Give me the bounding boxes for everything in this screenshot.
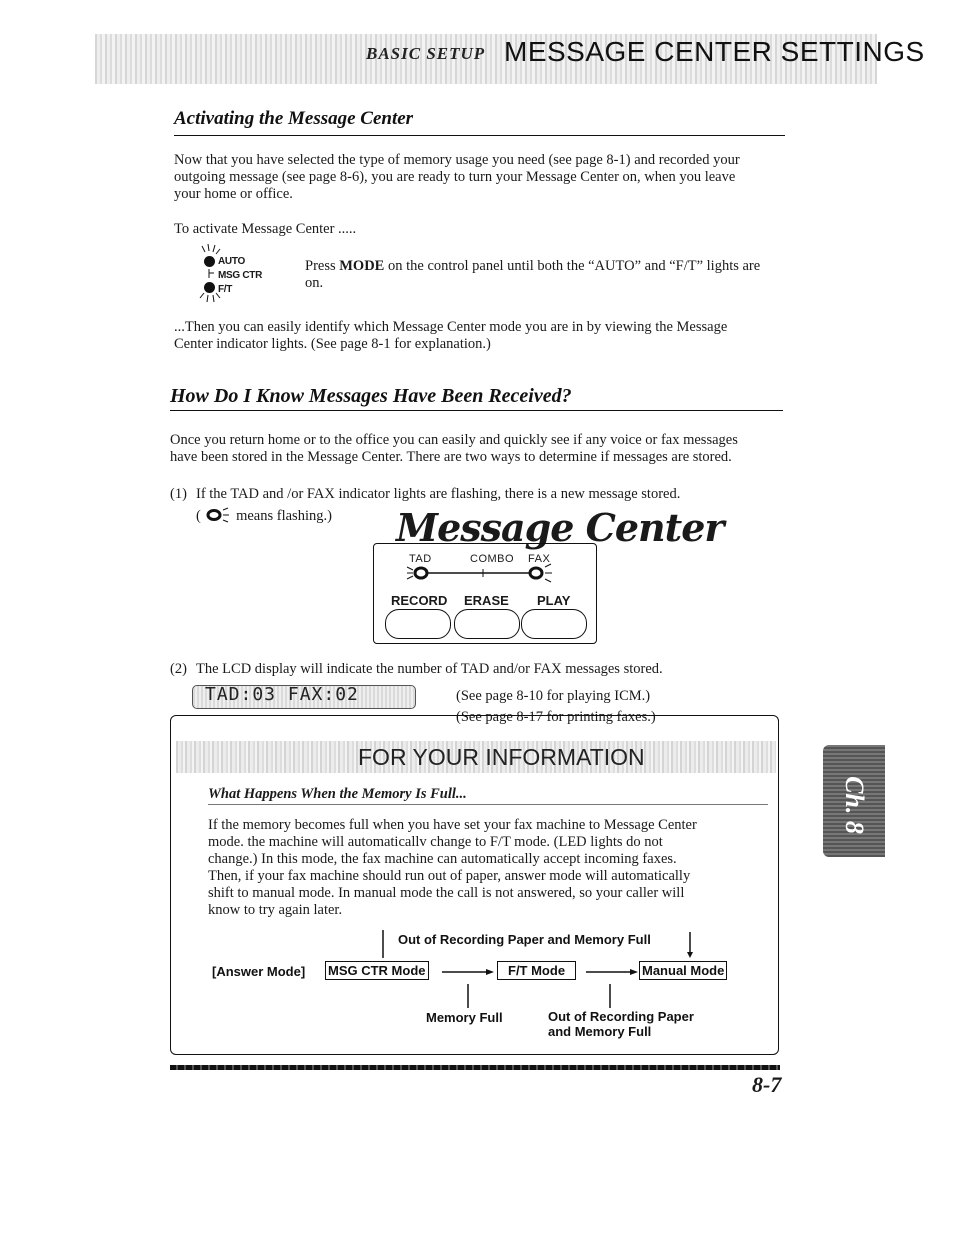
answer-mode-label: [Answer Mode] (212, 964, 306, 979)
message-center-panel-title: Message Center (396, 505, 724, 550)
auto-led-icon (204, 256, 215, 267)
text-line: ...Then you can easily identify which Message Center mode you are in by viewing the Message (174, 319, 728, 335)
text-line: If the memory becomes full when you have set your fax machine to Message Center (208, 817, 697, 833)
text-line: outgoing message (see page 8-6), you are ready to turn your Message Center on, when you leave (174, 169, 736, 185)
paper-memory-full-label (548, 1009, 694, 1039)
manual-mode-box: Manual Mode (639, 961, 727, 980)
msg-ctr-led-label: MSG CTR (218, 270, 263, 281)
text-line: and Memory Full (548, 1024, 652, 1039)
lcd-display-text: TAD:03 FAX:02 (205, 684, 359, 705)
erase-label: ERASE (464, 593, 509, 608)
text-line: (See page 8-17 for printing faxes.) (456, 709, 656, 725)
record-label: RECORD (391, 593, 448, 608)
record-button (385, 609, 451, 639)
flow-top-label: Out of Recording Paper and Memory Full (398, 932, 651, 947)
play-button (521, 609, 587, 639)
tad-label: TAD (409, 553, 432, 565)
erase-button (454, 609, 520, 639)
fax-label: FAX (528, 553, 551, 565)
press-prefix: Press (305, 258, 340, 274)
flashing-legend (196, 507, 332, 525)
text-line: your home or office. (174, 186, 293, 202)
section-rule (174, 135, 785, 136)
to-activate-text: To activate Message Center ..... (174, 221, 357, 237)
mode-key-label: MODE (339, 258, 385, 274)
text-line: Once you return home or to the office you can easily and quickly see if any voice or fax messages (170, 432, 738, 448)
text-line: on. (305, 275, 324, 291)
footer-rule (170, 1065, 780, 1070)
then-identify-text (174, 319, 794, 353)
section2-intro (170, 432, 790, 466)
text-line (305, 258, 793, 275)
press-suffix: on the control panel until both the “AUTO” and “F/T” lights are (384, 258, 761, 274)
text-line: Center indicator lights. (See page 8-1 for explanation.) (174, 336, 491, 352)
text-line: (See page 8-10 for playing ICM.) (456, 688, 651, 704)
open-paren: ( (196, 508, 201, 524)
led-connector-line (405, 563, 565, 583)
text-line: mode. the machine will automaticallv change to F/T mode. (LED lights do not (208, 834, 663, 850)
item-1-number: (1) (170, 486, 187, 502)
item-2-text: The LCD display will indicate the number of TAD and/or FAX messages stored. (196, 661, 663, 677)
text-line: Now that you have selected the type of memory usage you need (see page 8-1) and recorded your (174, 152, 740, 168)
text-line: know to try again later. (208, 902, 343, 918)
info-subheading-rule (208, 804, 768, 805)
combo-label: COMBO (470, 553, 515, 565)
text-line: shift to manual mode. In manual mode the call is not answered, so your caller will (208, 885, 685, 901)
memory-full-label: Memory Full (426, 1010, 503, 1025)
ft-mode-box: F/T Mode (497, 961, 576, 980)
play-label: PLAY (537, 593, 571, 608)
text-line: Then, if your fax machine should run out of paper, answer mode will automatically (208, 868, 691, 884)
ft-led-icon (204, 282, 215, 293)
page-number: 8-7 (752, 1072, 782, 1097)
flashing-led-icon (204, 507, 232, 523)
section1-intro (174, 152, 794, 203)
auto-led-label: AUTO (218, 256, 245, 267)
msg-ctr-mode-box: MSG CTR Mode (325, 961, 429, 980)
press-mode-instruction (305, 258, 793, 292)
header-section-label: BASIC SETUP (366, 44, 486, 63)
section-rule (170, 410, 783, 411)
section-heading-how-know: How Do I Know Messages Have Been Received? (170, 385, 572, 407)
item-1-text: If the TAD and /or FAX indicator lights are flashing, there is a new message stored. (196, 486, 681, 502)
text-line: have been stored in the Message Center. There are two ways to determine if messages are stored. (170, 449, 732, 465)
mode-led-indicators (196, 242, 286, 304)
chapter-tab-label: Ch. 8 (840, 776, 869, 834)
info-subheading: What Happens When the Memory Is Full... (208, 786, 467, 802)
info-body (208, 817, 768, 919)
page-title: MESSAGE CENTER SETTINGS (504, 36, 925, 67)
info-band-title: FOR YOUR INFORMATION (358, 744, 645, 770)
text-line: Out of Recording Paper (548, 1009, 694, 1024)
text-line: change.) In this mode, the fax machine can automatically accept incoming faxes. (208, 851, 677, 867)
flashing-note: means flashing.) (236, 508, 332, 524)
item-2-number: (2) (170, 661, 187, 677)
section-heading-activating: Activating the Message Center (174, 108, 414, 129)
ft-led-label: F/T (218, 284, 233, 295)
